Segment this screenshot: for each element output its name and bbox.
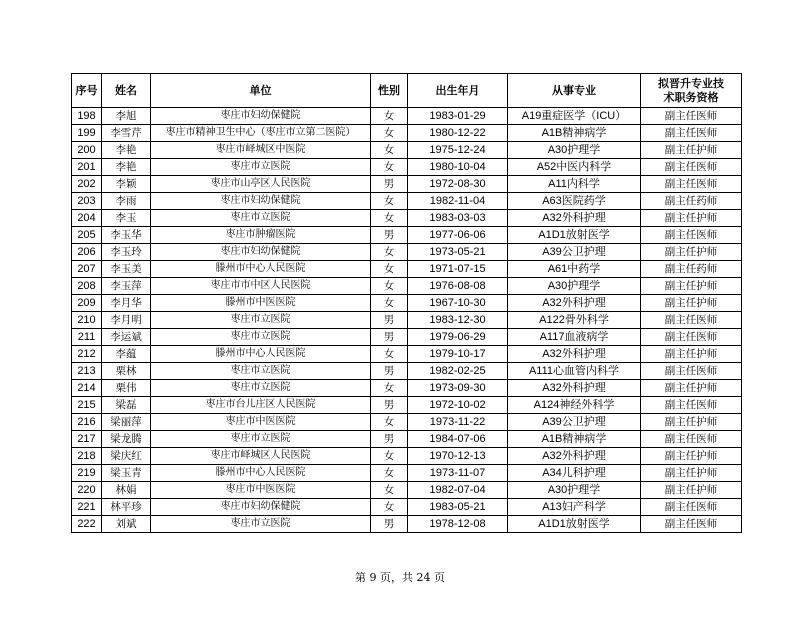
table-row <box>72 380 742 397</box>
table-row <box>72 516 742 533</box>
cell-title: 副主任医师 <box>641 108 742 125</box>
cell-specialty: A34儿科护理 <box>508 465 641 482</box>
cell-unit: 枣庄市立医院 <box>151 431 371 448</box>
cell-specialty: A32外科护理 <box>508 346 641 363</box>
cell-name: 刘斌 <box>102 516 151 533</box>
cell-birth: 1973-11-22 <box>408 414 508 431</box>
cell-birth: 1973-11-07 <box>408 465 508 482</box>
cell-no: 209 <box>72 295 102 312</box>
cell-gender: 女 <box>371 482 408 499</box>
cell-specialty: A13妇产科学 <box>508 499 641 516</box>
cell-no: 222 <box>72 516 102 533</box>
cell-title: 副主任药师 <box>641 261 742 278</box>
cell-birth: 1980-10-04 <box>408 159 508 176</box>
table-row <box>72 159 742 176</box>
cell-birth: 1982-07-04 <box>408 482 508 499</box>
cell-specialty: A32外科护理 <box>508 210 641 227</box>
cell-name: 李玉玲 <box>102 244 151 261</box>
cell-no: 205 <box>72 227 102 244</box>
cell-unit: 枣庄市妇幼保健院 <box>151 193 371 210</box>
cell-title: 副主任药师 <box>641 193 742 210</box>
cell-gender: 女 <box>371 210 408 227</box>
cell-birth: 1978-12-08 <box>408 516 508 533</box>
cell-unit: 枣庄市精神卫生中心（枣庄市立第二医院） <box>151 125 371 142</box>
cell-specialty: A19重症医学（ICU） <box>508 108 641 125</box>
cell-gender: 女 <box>371 295 408 312</box>
cell-name: 梁磊 <box>102 397 151 414</box>
cell-specialty: A117血液病学 <box>508 329 641 346</box>
cell-no: 214 <box>72 380 102 397</box>
cell-name: 李玉美 <box>102 261 151 278</box>
cell-name: 梁庆红 <box>102 448 151 465</box>
cell-birth: 1970-12-13 <box>408 448 508 465</box>
cell-birth: 1971-07-15 <box>408 261 508 278</box>
cell-no: 215 <box>72 397 102 414</box>
cell-name: 李月华 <box>102 295 151 312</box>
cell-title: 副主任医师 <box>641 363 742 380</box>
cell-birth: 1975-12-24 <box>408 142 508 159</box>
cell-name: 林平珍 <box>102 499 151 516</box>
table-row <box>72 227 742 244</box>
cell-unit: 滕州市中医医院 <box>151 295 371 312</box>
cell-unit: 滕州市中心人民医院 <box>151 261 371 278</box>
cell-unit: 滕州市中心人民医院 <box>151 346 371 363</box>
cell-unit: 枣庄市台儿庄区人民医院 <box>151 397 371 414</box>
cell-birth: 1983-05-21 <box>408 499 508 516</box>
cell-unit: 枣庄市妇幼保健院 <box>151 499 371 516</box>
cell-no: 212 <box>72 346 102 363</box>
cell-title: 副主任医师 <box>641 159 742 176</box>
cell-title: 副主任护师 <box>641 244 742 261</box>
cell-gender: 女 <box>371 244 408 261</box>
cell-unit: 枣庄市市中区人民医院 <box>151 278 371 295</box>
table-row <box>72 465 742 482</box>
table-row <box>72 278 742 295</box>
cell-gender: 男 <box>371 397 408 414</box>
cell-gender: 女 <box>371 499 408 516</box>
cell-title: 副主任护师 <box>641 448 742 465</box>
cell-title: 副主任医师 <box>641 227 742 244</box>
header-gender: 性别 <box>371 74 408 108</box>
cell-name: 李玉华 <box>102 227 151 244</box>
cell-title: 副主任医师 <box>641 431 742 448</box>
page-footer: 第 9 页，共 24 页 <box>355 571 445 584</box>
cell-no: 200 <box>72 142 102 159</box>
cell-unit: 枣庄市立医院 <box>151 329 371 346</box>
cell-no: 219 <box>72 465 102 482</box>
cell-unit: 枣庄市峄城区人民医院 <box>151 448 371 465</box>
header-title <box>641 74 742 108</box>
cell-specialty: A1D1放射医学 <box>508 227 641 244</box>
cell-gender: 女 <box>371 465 408 482</box>
cell-unit: 枣庄市立医院 <box>151 312 371 329</box>
cell-no: 217 <box>72 431 102 448</box>
cell-unit: 枣庄市立医院 <box>151 363 371 380</box>
cell-title: 副主任护师 <box>641 482 742 499</box>
cell-birth: 1983-12-30 <box>408 312 508 329</box>
cell-birth: 1977-06-06 <box>408 227 508 244</box>
cell-specialty: A30护理学 <box>508 142 641 159</box>
cell-name: 梁丽萍 <box>102 414 151 431</box>
table-row <box>72 108 742 125</box>
cell-gender: 女 <box>371 261 408 278</box>
cell-no: 216 <box>72 414 102 431</box>
cell-birth: 1982-02-25 <box>408 363 508 380</box>
cell-no: 210 <box>72 312 102 329</box>
cell-specialty: A32外科护理 <box>508 448 641 465</box>
header-row <box>72 74 742 108</box>
cell-name: 李运斌 <box>102 329 151 346</box>
cell-specialty: A61中药学 <box>508 261 641 278</box>
cell-gender: 女 <box>371 448 408 465</box>
cell-name: 梁玉青 <box>102 465 151 482</box>
cell-name: 李玉 <box>102 210 151 227</box>
cell-specialty: A30护理学 <box>508 482 641 499</box>
cell-unit: 枣庄市肿瘤医院 <box>151 227 371 244</box>
table-row <box>72 125 742 142</box>
cell-no: 203 <box>72 193 102 210</box>
cell-gender: 男 <box>371 516 408 533</box>
cell-no: 207 <box>72 261 102 278</box>
cell-unit: 枣庄市立医院 <box>151 380 371 397</box>
cell-title: 副主任医师 <box>641 516 742 533</box>
cell-birth: 1973-09-30 <box>408 380 508 397</box>
cell-gender: 女 <box>371 125 408 142</box>
cell-name: 李雪芹 <box>102 125 151 142</box>
cell-title: 副主任医师 <box>641 499 742 516</box>
cell-name: 李旭 <box>102 108 151 125</box>
cell-unit: 枣庄市立医院 <box>151 210 371 227</box>
cell-gender: 女 <box>371 108 408 125</box>
header-birth: 出生年月 <box>408 74 508 108</box>
cell-title: 副主任医师 <box>641 312 742 329</box>
cell-birth: 1984-07-06 <box>408 431 508 448</box>
cell-no: 221 <box>72 499 102 516</box>
cell-unit: 枣庄市妇幼保健院 <box>151 244 371 261</box>
cell-title: 副主任护师 <box>641 414 742 431</box>
cell-name: 李玉萍 <box>102 278 151 295</box>
cell-title: 副主任护师 <box>641 278 742 295</box>
cell-gender: 女 <box>371 142 408 159</box>
table-row <box>72 210 742 227</box>
table-row <box>72 499 742 516</box>
cell-title: 副主任护师 <box>641 142 742 159</box>
cell-gender: 女 <box>371 193 408 210</box>
cell-title: 副主任医师 <box>641 125 742 142</box>
cell-name: 李艳 <box>102 142 151 159</box>
cell-name: 李艳 <box>102 159 151 176</box>
header-title-line2: 术职务资格 <box>663 90 719 104</box>
table-row <box>72 193 742 210</box>
cell-title: 副主任护师 <box>641 380 742 397</box>
cell-unit: 枣庄市立医院 <box>151 159 371 176</box>
cell-name: 梁龙腾 <box>102 431 151 448</box>
cell-specialty: A32外科护理 <box>508 380 641 397</box>
header-no: 序号 <box>72 74 102 108</box>
cell-birth: 1972-10-02 <box>408 397 508 414</box>
cell-gender: 女 <box>371 414 408 431</box>
cell-unit: 枣庄市峄城区中医院 <box>151 142 371 159</box>
cell-birth: 1976-08-08 <box>408 278 508 295</box>
table-body <box>72 108 742 533</box>
table-row <box>72 414 742 431</box>
header-title-line1: 拟晋升专业技 <box>658 76 724 90</box>
cell-gender: 男 <box>371 329 408 346</box>
cell-no: 206 <box>72 244 102 261</box>
cell-specialty: A122骨外科学 <box>508 312 641 329</box>
cell-title: 副主任护师 <box>641 295 742 312</box>
cell-unit: 枣庄市中医医院 <box>151 414 371 431</box>
cell-gender: 女 <box>371 380 408 397</box>
cell-name: 李月明 <box>102 312 151 329</box>
cell-no: 220 <box>72 482 102 499</box>
cell-title: 副主任医师 <box>641 397 742 414</box>
cell-no: 199 <box>72 125 102 142</box>
cell-no: 198 <box>72 108 102 125</box>
cell-gender: 男 <box>371 363 408 380</box>
cell-name: 栗伟 <box>102 380 151 397</box>
table-row <box>72 397 742 414</box>
cell-gender: 男 <box>371 312 408 329</box>
cell-name: 李雨 <box>102 193 151 210</box>
table-row <box>72 295 742 312</box>
cell-no: 204 <box>72 210 102 227</box>
cell-gender: 女 <box>371 159 408 176</box>
cell-specialty: A1B精神病学 <box>508 431 641 448</box>
cell-specialty: A1D1放射医学 <box>508 516 641 533</box>
cell-birth: 1979-06-29 <box>408 329 508 346</box>
table-row <box>72 142 742 159</box>
cell-specialty: A39公卫护理 <box>508 414 641 431</box>
cell-unit: 枣庄市立医院 <box>151 516 371 533</box>
cell-no: 218 <box>72 448 102 465</box>
cell-specialty: A52中医内科学 <box>508 159 641 176</box>
cell-specialty: A63医院药学 <box>508 193 641 210</box>
cell-no: 208 <box>72 278 102 295</box>
cell-specialty: A11内科学 <box>508 176 641 193</box>
cell-title: 副主任护师 <box>641 346 742 363</box>
table-row <box>72 346 742 363</box>
table-row <box>72 363 742 380</box>
roster-table <box>71 73 742 533</box>
table-row <box>72 176 742 193</box>
table-row <box>72 431 742 448</box>
cell-gender: 男 <box>371 227 408 244</box>
cell-gender: 女 <box>371 278 408 295</box>
cell-birth: 1973-05-21 <box>408 244 508 261</box>
cell-no: 201 <box>72 159 102 176</box>
cell-title: 副主任护师 <box>641 465 742 482</box>
table-row <box>72 244 742 261</box>
table-row <box>72 329 742 346</box>
header-name: 姓名 <box>102 74 151 108</box>
table-row <box>72 261 742 278</box>
cell-unit: 枣庄市山亭区人民医院 <box>151 176 371 193</box>
cell-specialty: A124神经外科学 <box>508 397 641 414</box>
cell-specialty: A1B精神病学 <box>508 125 641 142</box>
cell-name: 栗林 <box>102 363 151 380</box>
cell-no: 211 <box>72 329 102 346</box>
cell-unit: 滕州市中心人民医院 <box>151 465 371 482</box>
cell-title: 副主任医师 <box>641 176 742 193</box>
cell-title: 副主任医师 <box>641 329 742 346</box>
cell-gender: 男 <box>371 176 408 193</box>
cell-gender: 女 <box>371 346 408 363</box>
cell-specialty: A32外科护理 <box>508 295 641 312</box>
cell-no: 213 <box>72 363 102 380</box>
cell-birth: 1982-11-04 <box>408 193 508 210</box>
cell-name: 李蕴 <box>102 346 151 363</box>
cell-name: 林娟 <box>102 482 151 499</box>
cell-no: 202 <box>72 176 102 193</box>
table-row <box>72 482 742 499</box>
table-row <box>72 312 742 329</box>
table-row <box>72 448 742 465</box>
cell-birth: 1972-08-30 <box>408 176 508 193</box>
cell-birth: 1980-12-22 <box>408 125 508 142</box>
cell-specialty: A39公卫护理 <box>508 244 641 261</box>
cell-name: 李颖 <box>102 176 151 193</box>
cell-gender: 男 <box>371 431 408 448</box>
cell-birth: 1979-10-17 <box>408 346 508 363</box>
cell-specialty: A111心血管内科学 <box>508 363 641 380</box>
header-unit: 单位 <box>151 74 371 108</box>
cell-birth: 1967-10-30 <box>408 295 508 312</box>
header-specialty: 从事专业 <box>508 74 641 108</box>
cell-birth: 1983-01-29 <box>408 108 508 125</box>
cell-specialty: A30护理学 <box>508 278 641 295</box>
cell-unit: 枣庄市中医医院 <box>151 482 371 499</box>
cell-title: 副主任护师 <box>641 210 742 227</box>
cell-birth: 1983-03-03 <box>408 210 508 227</box>
cell-unit: 枣庄市妇幼保健院 <box>151 108 371 125</box>
